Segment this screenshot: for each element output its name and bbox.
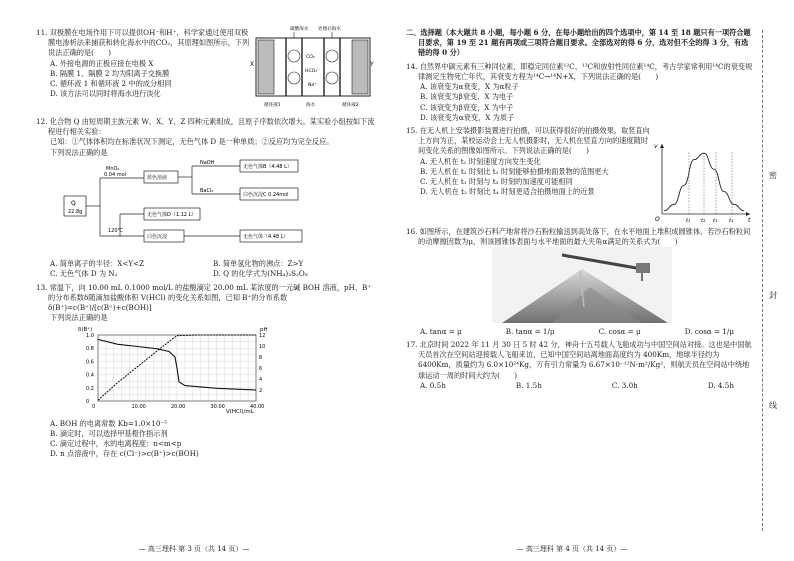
q13-y2-tick: 12 (259, 333, 266, 340)
q11-label-co2: CO₂ (306, 55, 315, 60)
q13-option-d: D. n 点溶液中，存在 c(Cl⁻)>c(B⁺)>c(BOH) (50, 449, 199, 459)
q12-option-c: C. 无色气体 D 为 N₂ (50, 269, 118, 279)
q13-option-a: A. BOH 的电离常数 Kb=1.0×10⁻⁵ (50, 418, 168, 428)
q15-x-tick: t₄ (729, 217, 734, 224)
q13-x-tick: 30.00 (210, 404, 225, 411)
question-16 (406, 227, 754, 337)
q13-y2-tick: 10 (259, 344, 266, 351)
q12-option-d: D. Q 的化学式为(NH₄)₂S₂O₈ (213, 269, 308, 279)
q13-y-tick: 1.0 (86, 333, 94, 340)
q11-label-bot3: 循环液2 (342, 103, 359, 108)
q15-option-a: A. 无人机在 t₁ 时刻速度方向发生变化 (420, 156, 541, 166)
flow-e1: 无色气体B（4.48 L） (243, 163, 292, 170)
q11-label-bot2: 海水 (306, 103, 316, 108)
q12-option-b: B. 简单氢化物的沸点：Z>Y (213, 259, 304, 269)
q11-option-b: B. 隔膜 1、隔膜 2 均为阳离子交换膜 (50, 68, 170, 78)
q13-y2-tick: 6 (259, 366, 263, 373)
q13-stem: 13. 常温下，向 10.00 mL 0.1000 mol/L 的盐酸滴定 20.00 mL 某浓度的一元碱 BOH 溶液，pH、B⁺的分布系数δ随滴加盐酸体积 V(HCl) 的变化关系如图，已知 B⁺的分布系数 δ(B⁺)=c(B⁺)/[c(B⁺)+c(BOH)] (36, 282, 372, 312)
q17-option-c: C. 3.0h (611, 380, 638, 390)
page-footer-right: — 高三理科 第 4 页（共 14 页）— (516, 545, 628, 554)
q11-label-na: Na⁺ (308, 83, 317, 88)
q17-option-b: B. 1.5h (515, 380, 542, 390)
q11-stem: 11. 双极膜在电场作用下可以提供OH⁻和H⁺，科学家通过使用双极膜电渗析法来捕获和转化海水中的CO₂，其原理如图所示，下列说法正确的是( ) (36, 28, 250, 58)
q13-y2-label: pH (260, 327, 268, 334)
flow-e2: 白色沉淀C 0.24mol (243, 191, 289, 198)
question-11 (36, 28, 376, 114)
q13-y2-tick: 2 (259, 388, 263, 395)
q13-y1-label: δ(B⁺) (78, 327, 93, 334)
q11-electrodialysis-diagram (250, 22, 376, 114)
question-17 (406, 340, 754, 391)
q14-option-a: A. 该衰变为α衰变，X 为α粒子 (420, 82, 519, 92)
left-page (8, 0, 380, 561)
q11-label-x: X (250, 61, 255, 68)
q16-stem: 16. 如图所示，在建筑沙石料产地常将沙石粉粒输送到高处落下，在水平地面上堆积成圆锥体，若沙石粉粒间的动摩擦因数为μ，则该圆锥体表面与水平地面的最大夹角α满足的关系式为( ) (406, 226, 751, 247)
flow-a: 蓝色溶液 (147, 174, 168, 181)
binding-line (762, 30, 788, 531)
q13-y-tick: 0.4 (86, 373, 94, 380)
q12-note: 已知：①气体体积均在标准状况下测定，无色气体 D 是一种单质；②反应均为完全反应。 (50, 137, 334, 147)
q13-x-label: V(HCl)/mL (226, 409, 254, 416)
binding-mark-2: 封 (769, 291, 777, 300)
q16-option-d: D. cosα = 1/μ (684, 326, 734, 336)
q17-option-a: A. 0.5h (420, 380, 446, 390)
q13-y-tick: 0.8 (86, 346, 94, 353)
q15-stem: 15. 在无人机上安装摄影装置进行拍摄，可以获得很好的拍摄效果。取竖直向上方向为正，某校运动会上无人机摄影时，无人机在竖直方向的速度随时间变化关系的图像如图所示。下列说法正确的是( ) (406, 125, 650, 156)
q13-option-c: C. 滴定过程中，水的电离程度：n<m<p (50, 439, 182, 449)
q15-x-tick: t₃ (713, 217, 718, 224)
q13-x-tick: 0 (92, 404, 96, 411)
q14-option-c: C. 该衰变为β衰变，X 为中子 (420, 102, 514, 112)
q11-option-c: C. 循环液 1 和循环液 2 中的成分相同 (50, 79, 172, 89)
q15-x-tick: t₁ (686, 217, 691, 224)
flow-d: 无色气体D（1.12 L） (147, 211, 197, 218)
flow-g: 无色气体（4.48 L） (243, 233, 289, 240)
flow-heat: 120℃ (108, 227, 124, 234)
section-title: 二、选择题（本大题共 8 小题，每小题 6 分，在每小题给出的四个选项中，第 14 至 18 题只有一项符合题目要求，第 19 至 21 题有两项或三项符合题目要求。全部选对的得 6 分，选对但不全的得 3 分，有选错的得 0 分） (406, 28, 751, 58)
q15-option-d: D. 无人机在 t₂ 时刻比 t₄ 时刻更适合拍摄地面上的近景 (420, 187, 595, 197)
q13-x-tick: 10.00 (131, 404, 146, 411)
q17-stem: 17. 北京时间 2022 年 11 月 30 日 5 时 42 分，神舟十五号载人飞船成功与中国空间站对接。这也是中国航天员首次在空间站迎接载人飞船来访，已知中国空间站离地面高度约为 400Km，地球半径约为 6400Km，质量约为 6.0×10²⁴Kg，万有引力常量为 6.67×10⁻¹¹N·m²/Kg²，则航天员在空间站中绕地球运动一周的时间大约为( ) (406, 339, 752, 380)
q15-x-tick: t₂ (701, 217, 706, 224)
flow-q: Q (71, 199, 76, 207)
flow-bacl2: BaCl₂ (200, 187, 214, 194)
q16-option-a: A. tanα = μ (420, 326, 462, 336)
q13-y-tick: 0.2 (86, 386, 94, 393)
q12-option-a: A. 简单离子的半径：X<Y<Z (50, 259, 145, 269)
q11-label-top2: 处理后海水 (318, 27, 341, 32)
q11-label-y: Y (370, 61, 374, 68)
q15-v-label: v (654, 142, 658, 150)
q13-x-tick: 40.00 (250, 404, 265, 411)
q13-option-b: B. 滴定时，可以选择甲基橙作指示剂 (50, 428, 168, 438)
q13-y-tick: 0 (86, 399, 90, 406)
q14-option-d: D. 该衰变为α衰变，X 为质子 (420, 112, 515, 122)
q16-option-c: C. cosα = μ (598, 326, 641, 336)
q13-y2-tick: 8 (259, 355, 263, 362)
q15-t-label: t (748, 216, 751, 224)
flow-mno2amt: 0.04 mol (104, 171, 127, 178)
q15-velocity-time-graph (650, 140, 754, 224)
q13-intro: 下列说法正确的是 (50, 313, 108, 323)
flow-mno2: MnO₂ (106, 165, 120, 172)
question-13 (36, 283, 376, 460)
q11-option-d: D. 该方法可以同时将海水进行淡化 (50, 89, 161, 99)
q16-option-b: B. tanα = 1/μ (505, 326, 555, 336)
q16-sand-pile-photo (492, 247, 672, 323)
right-page (386, 0, 758, 561)
flow-naoh: NaOH (200, 159, 215, 166)
q12-stem: 12. 化合物 Q 由短周期主族元素 W、X、Y、Z 四种元素组成，且原子序数依次增大。某实验小组按如下流程进行相关实验： (36, 117, 375, 137)
question-15 (406, 126, 754, 224)
q11-label-bot1: 循环液1 (264, 103, 281, 108)
q15-origin-label: O (655, 215, 660, 223)
q17-option-d: D. 4.5h (707, 380, 734, 390)
question-14 (406, 62, 754, 123)
page-footer-left: — 高三理科 第 3 页（共 14 页）— (138, 545, 250, 554)
q12-intro: 下列说法正确的是 (50, 147, 108, 157)
q13-titration-chart (76, 323, 286, 415)
question-12 (36, 117, 376, 280)
q11-option-a: A. 外接电源的正极应接在电极 X (50, 58, 154, 68)
flow-qmass: 22.8g (68, 208, 83, 215)
q15-option-b: B. 无人机在 t₂ 时刻比 t₁ 时刻能够拍摄地面景物的范围更大 (420, 166, 609, 176)
q13-y2-tick: 4 (259, 377, 263, 384)
q14-stem: 14. 自然界中碳元素有三种同位素，即稳定同位素¹²C、¹³C和放射性同位素¹⁴C，考古学家常利用¹⁴C的衰变规律测定生物死亡年代，其衰变方程为¹⁴C→¹⁴N+X，下列说法正确的是( ) (406, 61, 753, 81)
q14-option-b: B. 该衰变为β衰变，X 为电子 (420, 92, 514, 102)
binding-mark-3: 线 (769, 401, 777, 410)
q13-x-tick: 20.00 (171, 404, 186, 411)
q13-y-tick: 0.6 (86, 359, 94, 366)
q15-option-c: C. 无人机在 t₁ 时刻与 t₃ 时刻的加速度可能相同 (420, 177, 573, 187)
q12-flowchart (60, 158, 360, 256)
flow-f: 白色沉淀 (147, 233, 168, 240)
q11-label-hco3: HCO₃⁻ (305, 69, 320, 74)
binding-mark-1: 密 (769, 171, 777, 180)
q11-label-top1: 碳酸海水 (290, 27, 309, 32)
